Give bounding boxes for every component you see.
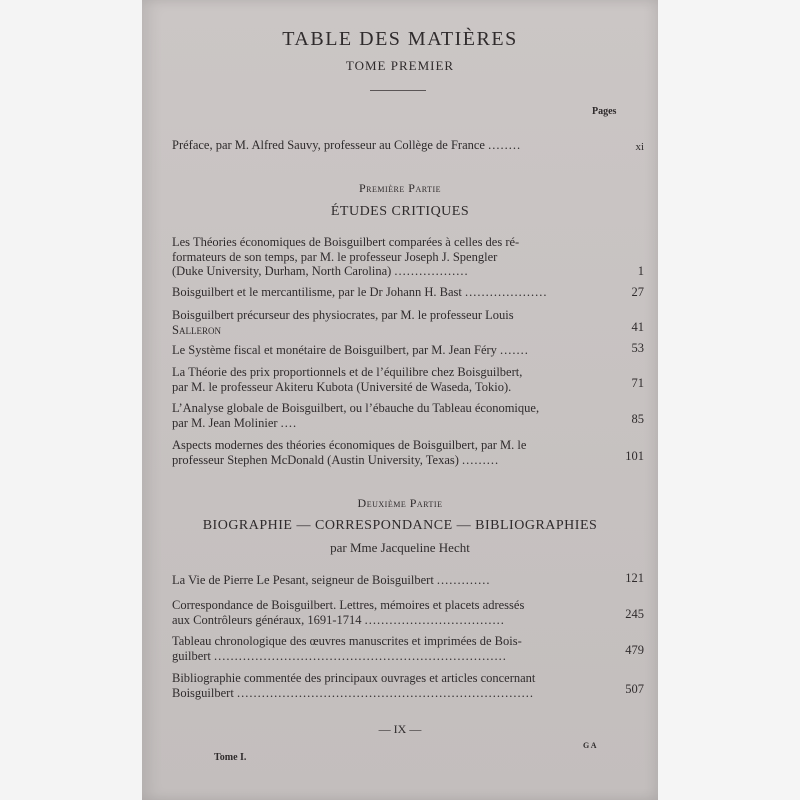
page-subtitle: TOME PREMIER bbox=[345, 58, 455, 73]
toc-entry-text: Préface, par M. Alfred Sauvy, professeur au Collège de France bbox=[172, 138, 485, 152]
pages-column-label: Pages bbox=[592, 106, 617, 117]
toc-entry-page: 121 bbox=[625, 571, 644, 585]
part-one-label: Première Partie bbox=[358, 181, 442, 195]
toc-entry-line: formateurs de son temps, par M. le professeur Joseph J. Spengler bbox=[172, 249, 498, 264]
leader-dots: .................... bbox=[465, 285, 548, 299]
toc-entry[interactable] bbox=[172, 365, 644, 394]
toc-entry[interactable] bbox=[172, 235, 644, 279]
toc-entry-page: 27 bbox=[631, 285, 644, 299]
toc-entry-line: Correspondance de Boisguilbert. Lettres, mémoires et placets adressés bbox=[172, 598, 525, 612]
toc-entry-line: Bibliographie commentée des principaux ouvrages et articles concernant bbox=[172, 671, 536, 685]
background-right bbox=[658, 0, 800, 800]
signature-mark: G A bbox=[583, 741, 597, 750]
leader-dots: ............. bbox=[436, 573, 491, 587]
leader-dots: .... bbox=[280, 415, 298, 430]
part-two-title: BIOGRAPHIE — CORRESPONDANCE — BIBLIOGRAPHIES bbox=[202, 518, 598, 533]
toc-entry-line: Boisguilbert et le mercantilisme, par le Dr Johann H. Bast bbox=[172, 285, 462, 299]
background-left bbox=[0, 0, 142, 800]
toc-entry-line: guilbert bbox=[172, 648, 211, 663]
toc-entry[interactable] bbox=[172, 634, 644, 663]
part-two-author: par Mme Jacqueline Hecht bbox=[330, 540, 470, 555]
toc-entry-line: La Vie de Pierre Le Pesant, seigneur de Boisguilbert bbox=[172, 573, 434, 587]
toc-entry-page: 53 bbox=[631, 341, 644, 355]
toc-entry-line: (Duke University, Durham, North Carolina) bbox=[172, 264, 392, 278]
part-two-label: Deuxième Partie bbox=[357, 496, 443, 510]
toc-entry[interactable] bbox=[172, 598, 644, 627]
toc-entry-line: L’Analyse globale de Boisguilbert, ou l’ébauche du Tableau économique, bbox=[172, 401, 540, 415]
page-folio: — IX — bbox=[378, 722, 422, 736]
leader-dots: .................................. bbox=[364, 612, 505, 627]
toc-entry-page: 85 bbox=[631, 412, 644, 426]
toc-entry[interactable] bbox=[172, 438, 644, 467]
toc-entry[interactable] bbox=[172, 671, 644, 700]
toc-entry-page: 479 bbox=[625, 643, 644, 657]
toc-entry[interactable] bbox=[172, 571, 644, 588]
toc-entry-page: 507 bbox=[625, 682, 644, 696]
toc-entry-page: 1 bbox=[637, 264, 644, 278]
toc-entry-line: par M. le professeur Akiteru Kubota (Université de Waseda, Tokio). bbox=[172, 379, 512, 394]
toc-entry-line: Salleron bbox=[172, 322, 221, 337]
toc-entry-page: 71 bbox=[631, 376, 644, 390]
leader-dots: ......... bbox=[462, 452, 500, 467]
leader-dots: ....... bbox=[500, 343, 529, 357]
title-rule bbox=[370, 90, 426, 91]
part-one-title: ÉTUDES CRITIQUES bbox=[330, 204, 470, 219]
toc-entry-line: Tableau chronologique des œuvres manuscrites et imprimées de Bois- bbox=[172, 634, 522, 648]
toc-entry-page: 245 bbox=[625, 607, 644, 621]
toc-entry-page: xi bbox=[635, 141, 644, 153]
toc-entry-page: 101 bbox=[625, 449, 644, 463]
toc-entry[interactable] bbox=[172, 341, 644, 358]
toc-entry-line: Les Théories économiques de Boisguilbert comparées à celles des ré- bbox=[172, 235, 520, 249]
toc-entry[interactable] bbox=[172, 308, 644, 337]
toc-entry-line: aux Contrôleurs généraux, 1691-1714 bbox=[172, 612, 362, 627]
toc-entry-line: La Théorie des prix proportionnels et de l’équilibre chez Boisguilbert, bbox=[172, 365, 523, 379]
toc-entry-preface[interactable] bbox=[172, 138, 644, 153]
page-title: TABLE DES MATIÈRES bbox=[282, 28, 518, 50]
leader-dots: ........ bbox=[488, 138, 522, 152]
volume-label: Tome I. bbox=[214, 752, 247, 763]
toc-entry[interactable] bbox=[172, 285, 644, 300]
toc-entry-line: par M. Jean Molinier bbox=[172, 415, 278, 430]
toc-entry-line: Aspects modernes des théories économiques de Boisguilbert, par M. le bbox=[172, 438, 527, 452]
toc-entry-line: professeur Stephen McDonald (Austin University, Texas) bbox=[172, 452, 459, 467]
toc-entry-line: Boisguilbert précurseur des physiocrates, par M. le professeur Louis bbox=[172, 308, 514, 322]
toc-entry-line: Le Système fiscal et monétaire de Boisguilbert, par M. Jean Féry bbox=[172, 343, 497, 357]
toc-entry[interactable] bbox=[172, 401, 644, 430]
toc-entry-page: 41 bbox=[631, 320, 644, 334]
book-page bbox=[142, 0, 658, 800]
toc-entry-line: Boisguilbert bbox=[172, 685, 234, 700]
leader-dots: ........................................................................ bbox=[236, 685, 534, 700]
leader-dots: ....................................................................... bbox=[214, 648, 507, 663]
leader-dots: .................. bbox=[394, 264, 469, 278]
